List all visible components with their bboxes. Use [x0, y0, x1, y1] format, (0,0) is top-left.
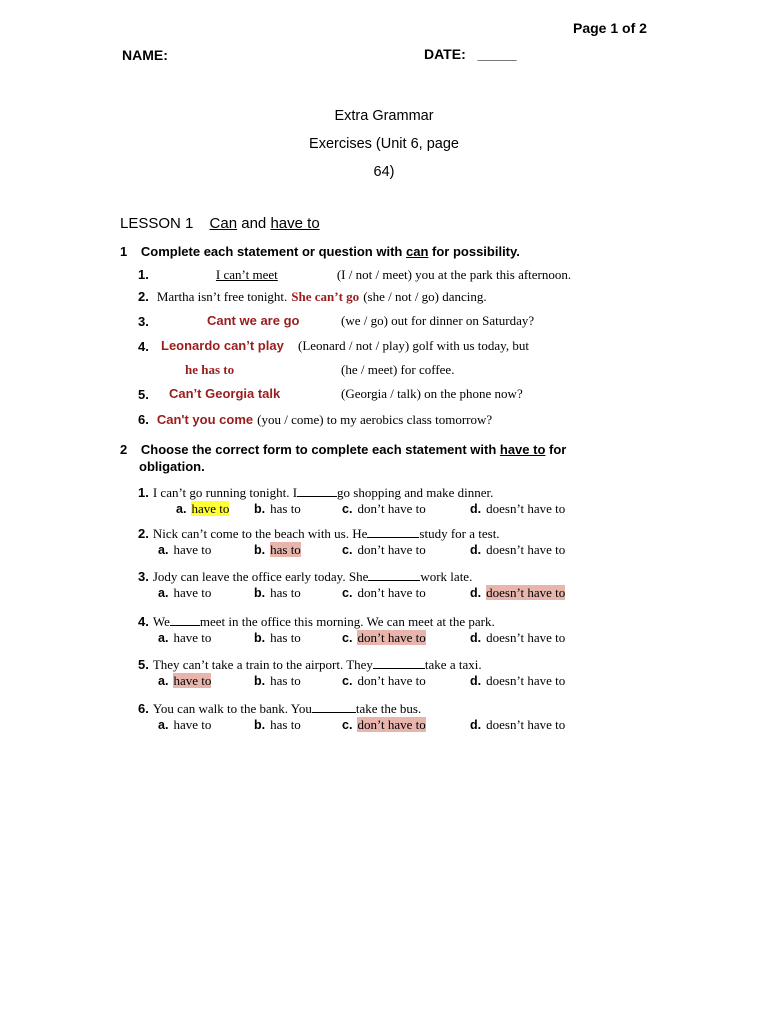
option-letter: b. — [254, 543, 266, 557]
s2-q5-option-b[interactable] — [254, 672, 301, 690]
option-letter: b. — [254, 631, 266, 645]
section1-instr-a: Complete each statement or question with — [140, 244, 403, 259]
s1-item-6 — [138, 411, 492, 429]
lesson-heading — [120, 215, 320, 232]
item-number: 3. — [138, 314, 149, 329]
question-text-after: take a taxi. — [424, 657, 482, 672]
option-letter: b. — [254, 718, 266, 732]
s2-q2-option-c[interactable] — [342, 541, 426, 559]
s2-q3-option-a[interactable] — [158, 584, 211, 602]
question-text-after: take the bus. — [355, 701, 422, 716]
question-text-before: I can’t go running tonight. I — [152, 485, 298, 500]
option-text: have to — [173, 717, 212, 732]
option-letter: c. — [342, 718, 353, 732]
s1-item-4-cue: (Leonard / not / play) golf with us today, but — [298, 338, 529, 353]
cue-text: (you / come) to my aerobics class tomorrow? — [257, 412, 493, 427]
name-label: NAME: — [122, 47, 168, 63]
s2-q6-option-c[interactable] — [342, 716, 426, 734]
section1-number: 1 — [120, 244, 128, 259]
s2-q3-option-c[interactable] — [342, 584, 426, 602]
prefix-text: Martha isn’t free tonight. — [156, 289, 288, 304]
option-text: doesn’t have to — [486, 717, 566, 732]
s2-q1-option-b[interactable] — [254, 500, 301, 518]
option-text: have to — [173, 585, 212, 600]
question-text-before: Nick can’t come to the beach with us. He — [152, 526, 368, 541]
item-number: 1. — [138, 267, 149, 282]
option-text: has to — [270, 630, 301, 645]
option-text: don’t have to — [357, 673, 426, 688]
section1-instruction — [120, 244, 520, 259]
option-text-selected: has to — [270, 542, 301, 557]
option-letter: c. — [342, 674, 353, 688]
answer-blank — [170, 613, 200, 626]
item-number: 5. — [138, 387, 149, 402]
lesson-topic-have-to: have to — [270, 215, 320, 232]
item-number: 2. — [138, 289, 149, 304]
s2-q4-option-a[interactable] — [158, 629, 211, 647]
item-number: 4. — [138, 614, 149, 629]
answer-blank — [297, 484, 337, 497]
s1-item-4 — [138, 338, 149, 356]
option-letter: d. — [470, 586, 482, 600]
option-text: has to — [270, 717, 301, 732]
option-letter: b. — [254, 586, 266, 600]
option-text: don’t have to — [357, 501, 426, 516]
date-blank: _____ — [477, 46, 517, 62]
s2-q3-option-b[interactable] — [254, 584, 301, 602]
s2-q5-option-c[interactable] — [342, 672, 426, 690]
s2-q6-option-b[interactable] — [254, 716, 301, 734]
title-line-1: Extra Grammar — [334, 108, 434, 124]
option-letter: a. — [158, 543, 169, 557]
section1-keyword: can — [405, 244, 429, 259]
option-text-selected: doesn’t have to — [486, 585, 566, 600]
option-text: has to — [270, 585, 301, 600]
question-text-after: go shopping and make dinner. — [337, 485, 494, 500]
date-label-text: DATE: — [424, 46, 466, 62]
title-line-2: Exercises (Unit 6, page — [309, 136, 459, 152]
answer-blank — [368, 568, 420, 581]
answer-text: Can't you come — [156, 412, 254, 427]
option-letter: b. — [254, 674, 266, 688]
cue-text: (I / not / meet) you at the park this afternoon. — [336, 267, 572, 282]
cue-text: (she / not / go) dancing. — [363, 289, 487, 304]
s2-q2-option-a[interactable] — [158, 541, 211, 559]
option-letter: c. — [342, 586, 353, 600]
option-letter: d. — [470, 631, 482, 645]
option-text: doesn’t have to — [486, 630, 566, 645]
question-text-before: You can walk to the bank. You — [152, 701, 312, 716]
option-text: have to — [173, 630, 212, 645]
s1-item-5-cue: (Georgia / talk) on the phone now? — [341, 386, 523, 401]
s2-q5-option-a[interactable] — [158, 672, 211, 690]
title-line-3: 64) — [373, 164, 395, 180]
s2-q5-option-d[interactable] — [470, 672, 565, 690]
option-letter: a. — [158, 631, 169, 645]
s2-q4-option-c[interactable] — [342, 629, 426, 647]
s2-q2-option-b[interactable] — [254, 541, 301, 559]
lesson-and: and — [241, 215, 267, 232]
option-text: doesn’t have to — [486, 542, 566, 557]
answer-text: I can’t meet — [215, 267, 278, 282]
s2-q1-option-d[interactable] — [470, 500, 565, 518]
option-letter: c. — [342, 502, 353, 516]
option-letter: b. — [254, 502, 266, 516]
s2-q1-option-a[interactable] — [176, 500, 229, 518]
question-text-before: Jody can leave the office early today. She — [152, 569, 369, 584]
option-letter: a. — [158, 586, 169, 600]
option-text-selected: have to — [173, 673, 212, 688]
option-letter: d. — [470, 718, 482, 732]
s1-item-5 — [138, 386, 149, 404]
question-text-after: study for a test. — [419, 526, 500, 541]
s1-item-3 — [138, 313, 149, 331]
item-number: 4. — [138, 339, 149, 354]
section2-keyword: have to — [499, 442, 546, 457]
item-number: 1. — [138, 485, 149, 500]
s2-q6-option-a[interactable] — [158, 716, 211, 734]
page-number: Page 1 of 2 — [573, 20, 647, 36]
s2-q2-option-d[interactable] — [470, 541, 565, 559]
section2-instruction-line2: obligation. — [139, 459, 205, 474]
option-text-selected: have to — [191, 501, 230, 516]
option-letter: d. — [470, 502, 482, 516]
option-letter: a. — [158, 674, 169, 688]
section2-instr-b: for — [549, 442, 567, 457]
option-text: has to — [270, 501, 301, 516]
option-text: has to — [270, 673, 301, 688]
s2-q4-option-d[interactable] — [470, 629, 565, 647]
item-number: 6. — [138, 412, 149, 427]
s1-item-4-answer: Leonardo can’t play — [161, 338, 284, 353]
option-text-selected: don’t have to — [357, 630, 426, 645]
question-text-before: We — [152, 614, 170, 629]
option-text: doesn’t have to — [486, 501, 566, 516]
option-letter: c. — [342, 543, 353, 557]
item-number: 6. — [138, 701, 149, 716]
s1-item-4b-answer: he has to — [185, 362, 235, 377]
answer-blank — [367, 525, 419, 538]
option-text: doesn’t have to — [486, 673, 566, 688]
item-number: 3. — [138, 569, 149, 584]
s1-item-5-answer: Can’t Georgia talk — [169, 386, 281, 401]
option-letter: a. — [158, 718, 169, 732]
lesson-topic-can: Can — [209, 215, 238, 232]
option-text: have to — [173, 542, 212, 557]
lesson-label: LESSON 1 — [120, 215, 194, 232]
option-text: don’t have to — [357, 585, 426, 600]
section2-instruction — [120, 442, 566, 457]
date-label — [424, 46, 517, 62]
s2-q4-option-b[interactable] — [254, 629, 301, 647]
s2-q6-option-d[interactable] — [470, 716, 565, 734]
s1-item-2 — [138, 288, 487, 306]
option-text-selected: don’t have to — [357, 717, 426, 732]
s2-q1-option-c[interactable] — [342, 500, 426, 518]
option-letter: d. — [470, 674, 482, 688]
s2-q3-option-d[interactable] — [470, 584, 565, 602]
option-letter: d. — [470, 543, 482, 557]
item-number: 2. — [138, 526, 149, 541]
s1-item-3-answer: Cant we are go — [207, 313, 300, 328]
question-text-after: work late. — [420, 569, 473, 584]
question-text-after: meet in the office this morning. We can meet at the park. — [199, 614, 495, 629]
option-text: don’t have to — [357, 542, 426, 557]
item-number: 5. — [138, 657, 149, 672]
section1-instr-b: for possibility. — [432, 244, 520, 259]
option-letter: a. — [176, 502, 187, 516]
question-text-before: They can’t take a train to the airport. They — [152, 657, 373, 672]
answer-blank — [373, 656, 425, 669]
answer-text: She can’t go — [291, 289, 360, 304]
s1-item-4b-cue: (he / meet) for coffee. — [341, 362, 455, 377]
section2-instr-a: Choose the correct form to complete each statement with — [140, 442, 497, 457]
s1-item-1 — [138, 266, 571, 284]
s1-item-3-cue: (we / go) out for dinner on Saturday? — [341, 313, 535, 328]
answer-blank — [312, 700, 356, 713]
option-letter: c. — [342, 631, 353, 645]
section2-number: 2 — [120, 442, 128, 457]
